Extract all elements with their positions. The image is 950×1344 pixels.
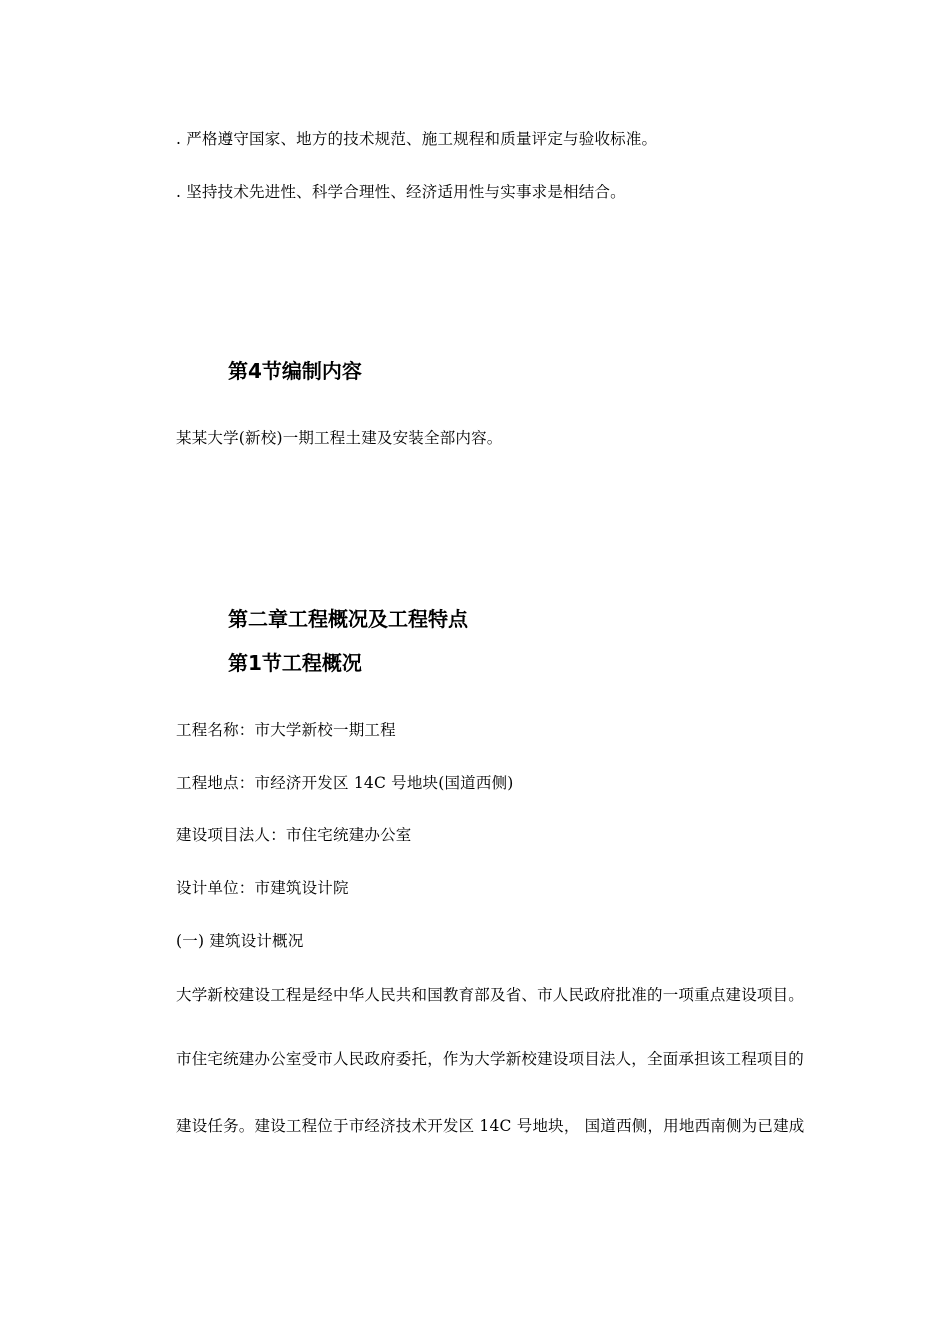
principle-item-2: . 坚持技术先进性、科学合理性、经济适用性与实事求是相结合。 [176,183,626,201]
chapter-2-heading: 第二章工程概况及工程特点 [228,607,468,631]
project-legal-person: 建设项目法人：市住宅统建办公室 [176,826,412,844]
paragraph-line-1: 大学新校建设工程是经中华人民共和国教育部及省、市人民政府批准的一项重点建设项目。 [176,986,805,1004]
section-4-heading: 第4节编制内容 [228,359,362,383]
subsection-architecture-heading: (一) 建筑设计概况 [176,932,304,950]
paragraph-line-3: 建设任务。建设工程位于市经济技术开发区 14C 号地块， 国道西侧，用地西南侧为已建成 [176,1117,805,1135]
section-1-heading: 第1节工程概况 [228,651,362,675]
principle-item-1: . 严格遵守国家、地方的技术规范、施工规程和质量评定与验收标准。 [176,130,658,148]
project-name: 工程名称：市大学新校一期工程 [176,721,396,739]
project-location: 工程地点：市经济开发区 14C 号地块(国道西侧) [176,774,514,792]
section-4-body: 某某大学(新校)一期工程土建及安装全部内容。 [176,429,503,447]
design-unit: 设计单位：市建筑设计院 [176,879,349,897]
paragraph-line-2: 市住宅统建办公室受市人民政府委托，作为大学新校建设项目法人，全面承担该工程项目的 [176,1050,805,1068]
